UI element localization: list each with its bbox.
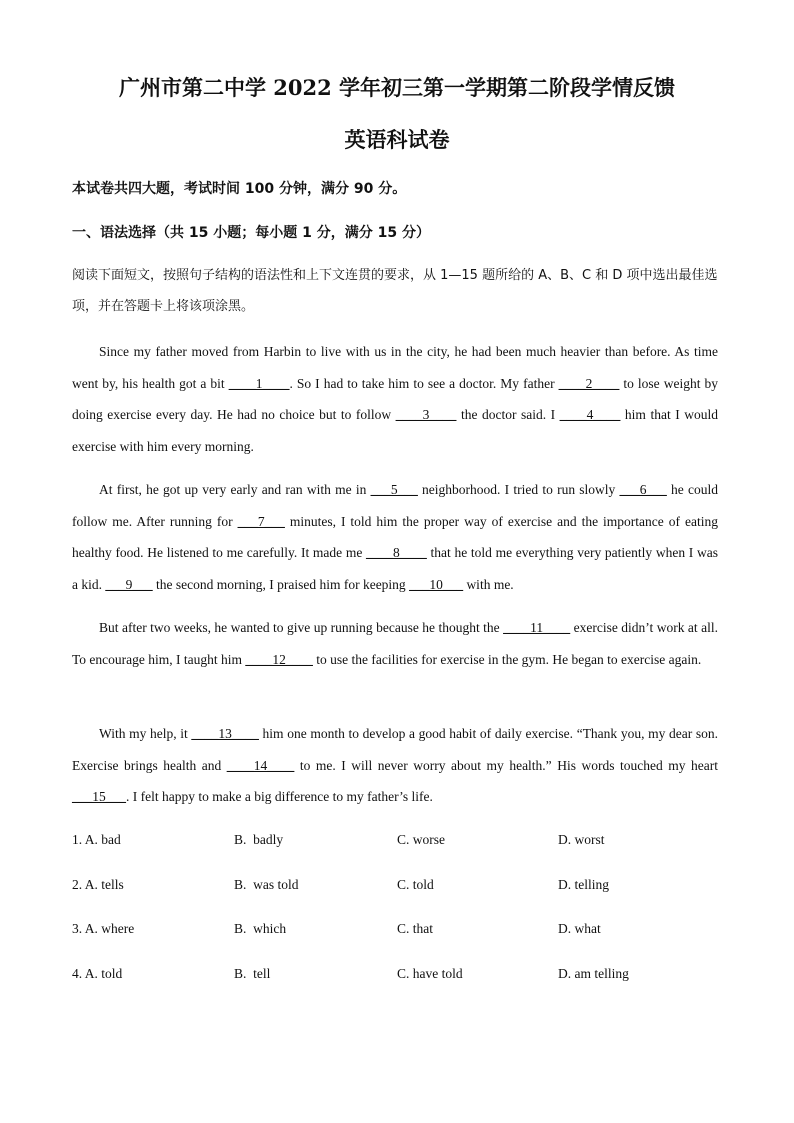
blank-6: ___6___ bbox=[619, 482, 667, 497]
passage-paragraph-3 bbox=[72, 612, 718, 675]
passage-text: with me. bbox=[463, 576, 514, 592]
question-2-options bbox=[72, 877, 722, 897]
passage-text: exercise didn’t work at all. To encourage him, I taught him bbox=[72, 620, 718, 667]
passage-text: . I felt happy to make a big difference to my father’s life. bbox=[126, 789, 433, 804]
option-c: C. worse bbox=[397, 832, 445, 847]
passage-text: the doctor said. I bbox=[456, 407, 560, 422]
option-c: C. told bbox=[397, 877, 434, 892]
option-b: B. which bbox=[234, 921, 287, 936]
blank-10: ___10___ bbox=[409, 576, 464, 592]
blank-11: ____11____ bbox=[503, 620, 571, 635]
passage-paragraph-2 bbox=[72, 474, 718, 600]
question-4-options bbox=[72, 966, 722, 986]
option-c: C. have told bbox=[397, 966, 463, 981]
option-b: B. was told bbox=[234, 877, 299, 892]
exam-subtitle: 英语科试卷 bbox=[344, 127, 450, 152]
question-1-options bbox=[72, 832, 722, 852]
blank-2: ____2____ bbox=[558, 375, 620, 391]
passage-text: neighborhood. I tried to run slowly bbox=[417, 482, 620, 497]
blank-12: ____12____ bbox=[245, 651, 313, 667]
passage-text: the second morning, I praised him for keeping bbox=[152, 576, 410, 592]
exam-title: 广州市第二中学 2022 学年初三第一学期第二阶段学情反馈 bbox=[118, 75, 676, 100]
blank-1: ____1____ bbox=[228, 375, 290, 391]
blank-8: ____8____ bbox=[366, 545, 427, 560]
option-a: 3. A. where bbox=[72, 921, 135, 936]
blank-3: ____3____ bbox=[395, 407, 457, 422]
option-c: C. that bbox=[397, 921, 433, 936]
question-3-options bbox=[72, 921, 722, 941]
section-instructions: 阅读下面短文，按照句子结构的语法性和上下文连贯的要求，从 1—15 题所给的 A、B、C 和 D 项中选出最佳选项，并在答题卡上将该项涂黑。 bbox=[72, 268, 718, 314]
section-heading: 一、语法选择（共 15 小题；每小题 1 分，满分 15 分） bbox=[72, 225, 430, 241]
option-d: D. what bbox=[558, 921, 601, 936]
blank-4: ____4____ bbox=[559, 407, 621, 422]
blank-13: ____13____ bbox=[191, 726, 259, 741]
passage-text: Since my father moved from Harbin to live with us in the city, he had been much heavier than before. As time went by, his health got a bit bbox=[72, 344, 718, 391]
passage-text: to use the facilities for exercise in the gym. He began to exercise again. bbox=[312, 651, 702, 667]
passage-paragraph-4 bbox=[72, 718, 718, 813]
passage-paragraph-1 bbox=[72, 336, 718, 462]
blank-7: ___7___ bbox=[237, 513, 285, 529]
option-a: 1. A. bad bbox=[72, 832, 121, 847]
passage-text: him that I would exercise with him every morning. bbox=[72, 407, 718, 454]
option-d: D. am telling bbox=[558, 966, 629, 981]
passage-text: But after two weeks, he wanted to give up running because he thought the bbox=[99, 620, 504, 635]
blank-14: ____14____ bbox=[226, 757, 295, 773]
option-a: 2. A. tells bbox=[72, 877, 124, 892]
passage-text: At first, he got up very early and ran with me in bbox=[99, 482, 371, 497]
passage-text: that he told me everything very patiently when I was a kid. bbox=[72, 545, 718, 592]
blank-9: ___9___ bbox=[105, 576, 153, 592]
passage-text: minutes, I told him the proper way of exercise and the importance of eating healthy food. He listened to me carefully. It made me bbox=[72, 513, 719, 560]
blank-5: ___5___ bbox=[370, 482, 418, 497]
blank-15: ___15___ bbox=[72, 789, 126, 804]
passage-text: With my help, it bbox=[99, 726, 192, 741]
passage-text: to lose weight by doing exercise every day. He had no choice but to follow bbox=[72, 375, 718, 422]
option-d: D. telling bbox=[558, 877, 609, 892]
option-d: D. worst bbox=[558, 832, 605, 847]
passage-text: he could follow me. After running for bbox=[72, 482, 718, 529]
passage-text: him one month to develop a good habit of daily exercise. “Thank you, my dear son. Exercise brings health and bbox=[72, 726, 718, 773]
option-b: B. tell bbox=[234, 966, 271, 981]
option-b: B. badly bbox=[234, 832, 284, 847]
option-a: 4. A. told bbox=[72, 966, 123, 981]
exam-note: 本试卷共四大题，考试时间 100 分钟，满分 90 分。 bbox=[72, 181, 407, 197]
passage-text: to me. I will never worry about my health.” His words touched my heart bbox=[294, 757, 718, 773]
passage-text: . So I had to take him to see a doctor. My father bbox=[289, 375, 559, 391]
